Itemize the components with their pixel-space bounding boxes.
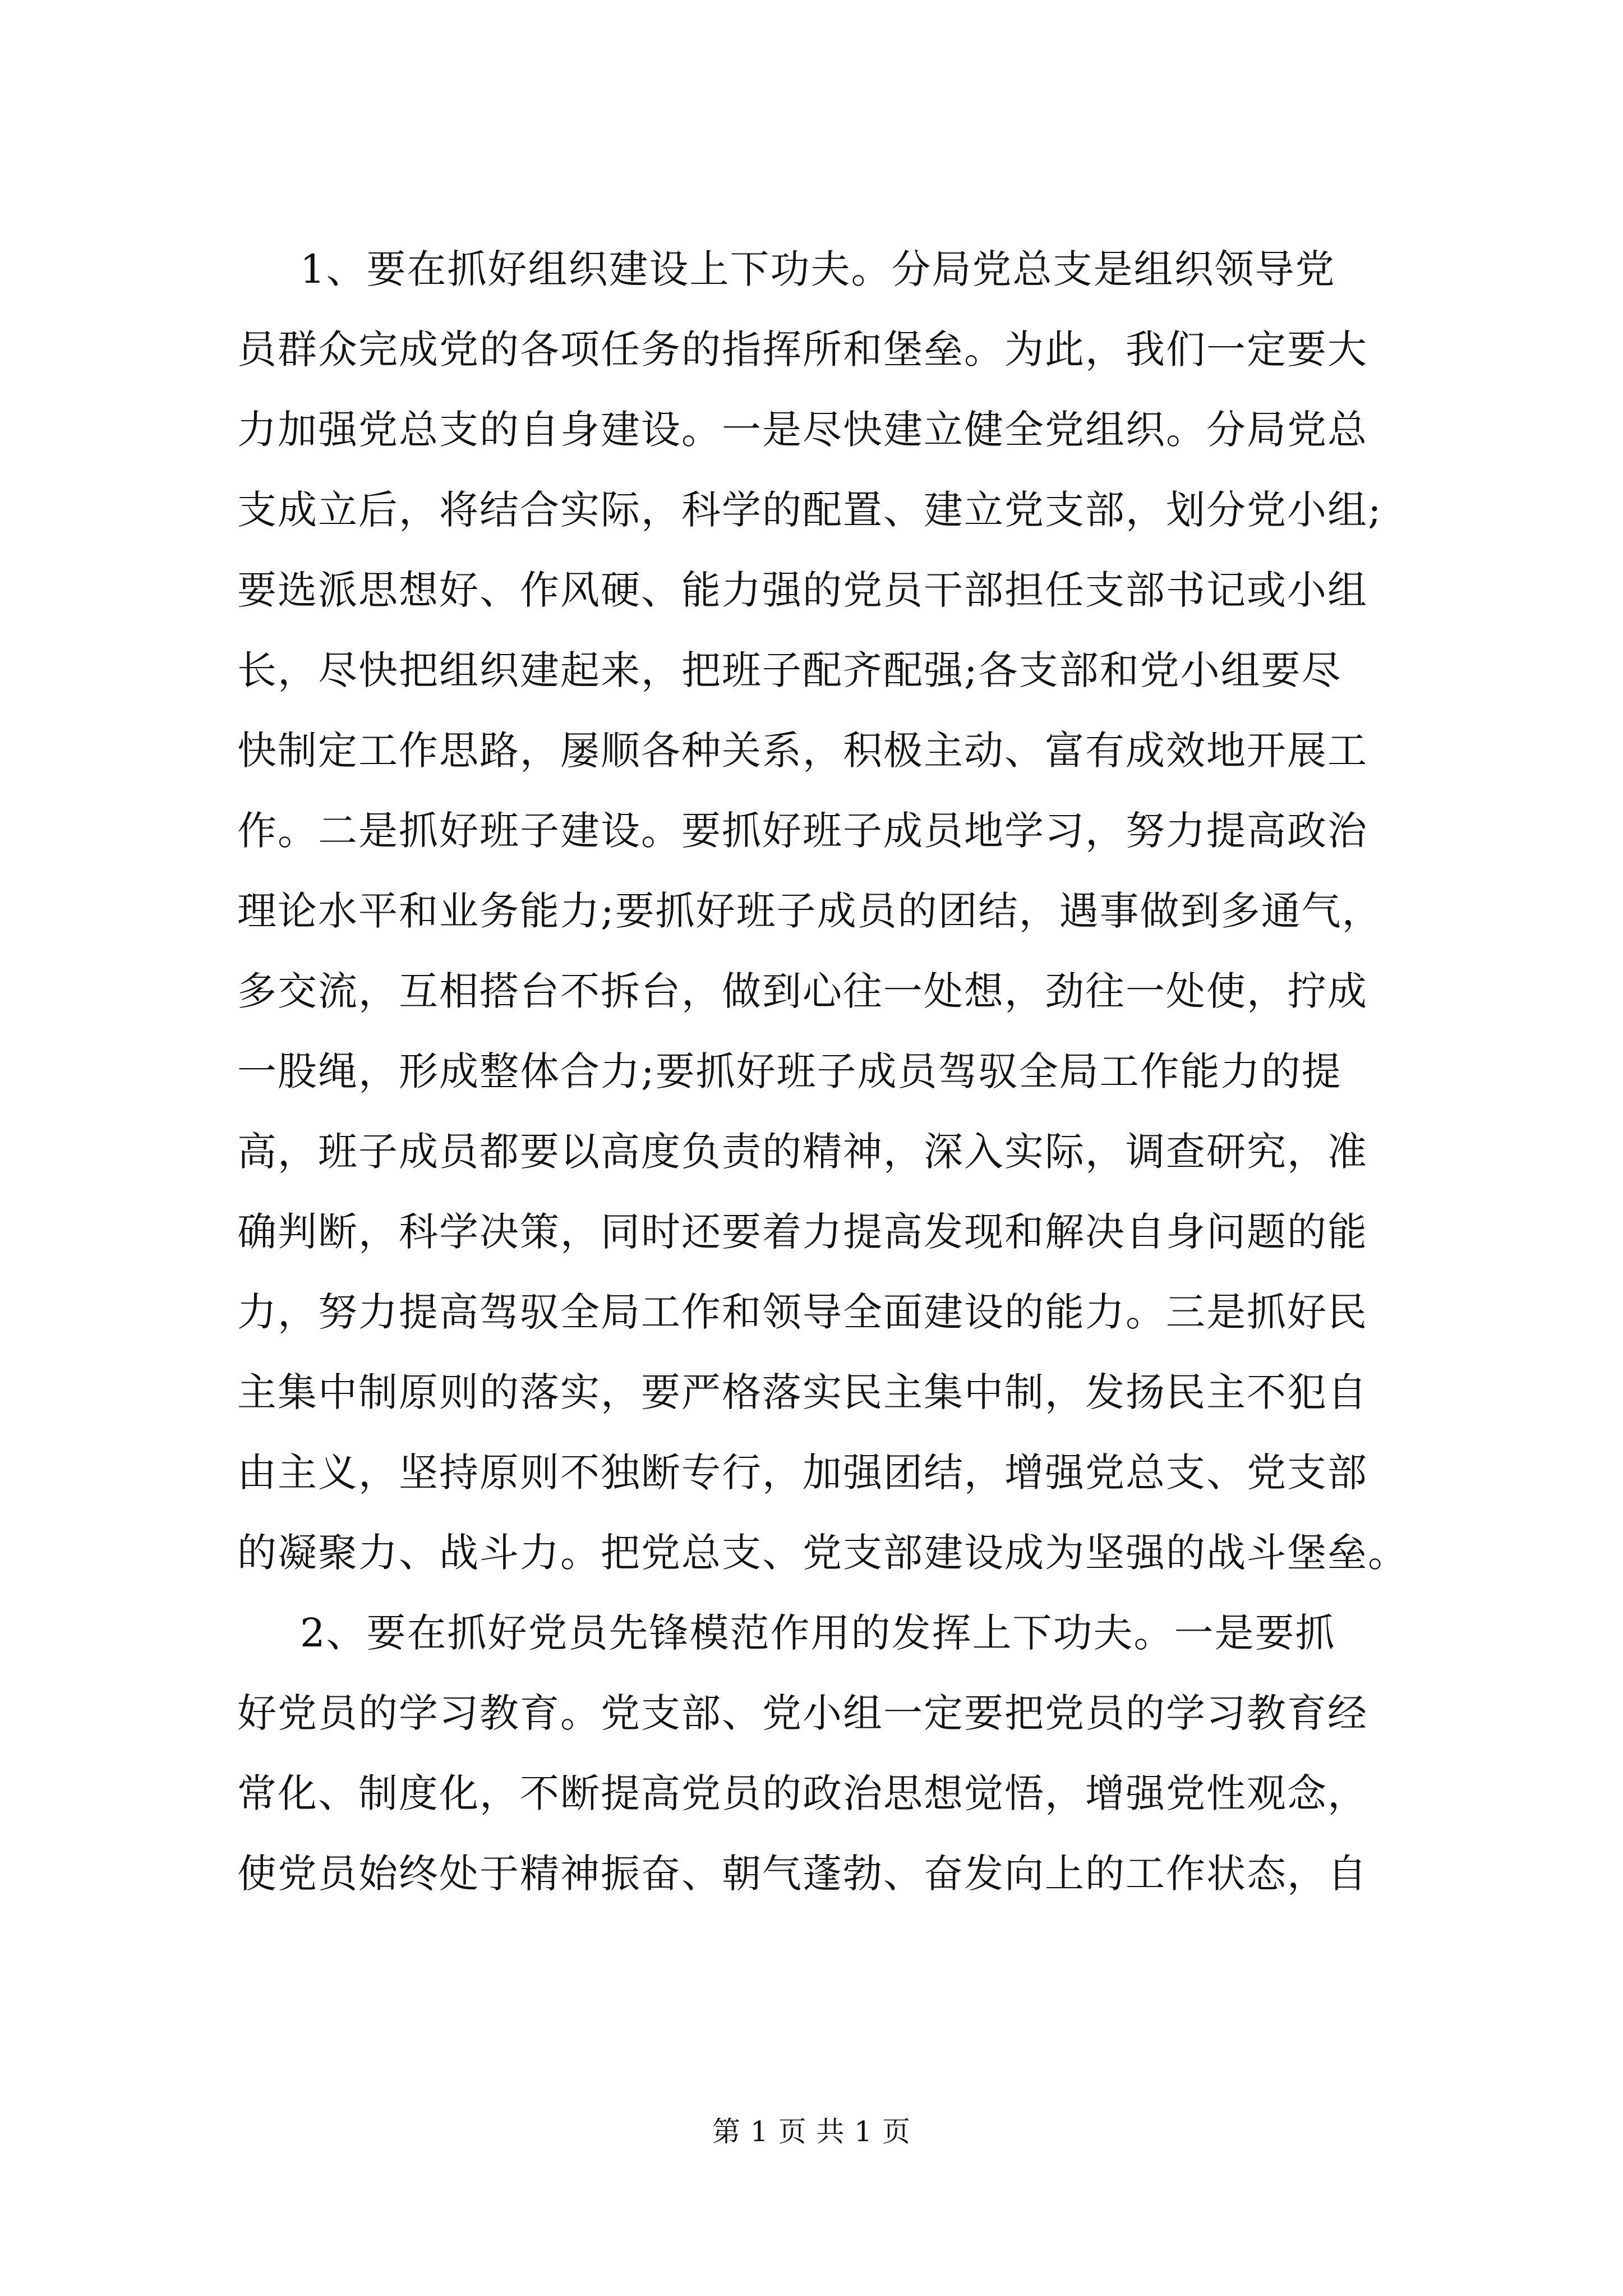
paragraph-1-line-7: 快制定工作思路，屡顺各种关系，积极主动、富有成效地开展工 [237, 728, 1368, 774]
paragraph-1-line-6: 长，尽快把组织建起来，把班子配齐配强;各支部和党小组要尽 [237, 647, 1342, 693]
paragraph-1-line-17: 的凝聚力、战斗力。把党总支、党支部建设成为坚强的战斗堡垒。 [237, 1530, 1408, 1576]
paragraph-1-line-1: 1、要在抓好组织建设上下功夫。分局党总支是组织领导党 [300, 246, 1336, 292]
paragraph-1-line-2: 员群众完成党的各项任务的指挥所和堡垒。为此，我们一定要大 [237, 326, 1368, 372]
paragraph-2-line-4: 使党员始终处于精神振奋、朝气蓬勃、奋发向上的工作状态，自 [237, 1851, 1368, 1897]
paragraph-1-line-13: 确判断，科学决策，同时还要着力提高发现和解决自身问题的能 [237, 1209, 1368, 1255]
paragraph-2-line-3: 常化、制度化，不断提高党员的政治思想觉悟，增强党性观念， [237, 1770, 1368, 1816]
paragraph-1-line-9: 理论水平和业务能力;要抓好班子成员的团结，遇事做到多通气， [237, 888, 1382, 934]
page-number-footer: 第 1 页 共 1 页 [712, 2115, 911, 2148]
paragraph-1-line-8: 作。二是抓好班子建设。要抓好班子成员地学习，努力提高政治 [237, 808, 1368, 854]
paragraph-2-line-1: 2、要在抓好党员先锋模范作用的发挥上下功夫。一是要抓 [300, 1610, 1336, 1656]
paragraph-1-line-12: 高，班子成员都要以高度负责的精神，深入实际，调查研究，准 [237, 1129, 1368, 1175]
paragraph-1-line-15: 主集中制原则的落实，要严格落实民主集中制，发扬民主不犯自 [237, 1369, 1368, 1415]
paragraph-1-line-4: 支成立后，将结合实际，科学的配置、建立党支部，划分党小组; [237, 487, 1382, 533]
paragraph-1-line-5: 要选派思想好、作风硬、能力强的党员干部担任支部书记或小组 [237, 567, 1368, 613]
paragraph-1-line-14: 力，努力提高驾驭全局工作和领导全面建设的能力。三是抓好民 [237, 1289, 1368, 1335]
paragraph-2-line-2: 好党员的学习教育。党支部、党小组一定要把党员的学习教育经 [237, 1690, 1368, 1736]
paragraph-1-line-11: 一股绳，形成整体合力;要抓好班子成员驾驭全局工作能力的提 [237, 1048, 1342, 1094]
paragraph-1-line-16: 由主义，坚持原则不独断专行，加强团结，增强党总支、党支部 [237, 1450, 1368, 1496]
paragraph-1-line-10: 多交流，互相搭台不拆台，做到心往一处想，劲往一处使，拧成 [237, 968, 1368, 1014]
paragraph-1-line-3: 力加强党总支的自身建设。一是尽快建立健全党组织。分局党总 [237, 407, 1368, 453]
